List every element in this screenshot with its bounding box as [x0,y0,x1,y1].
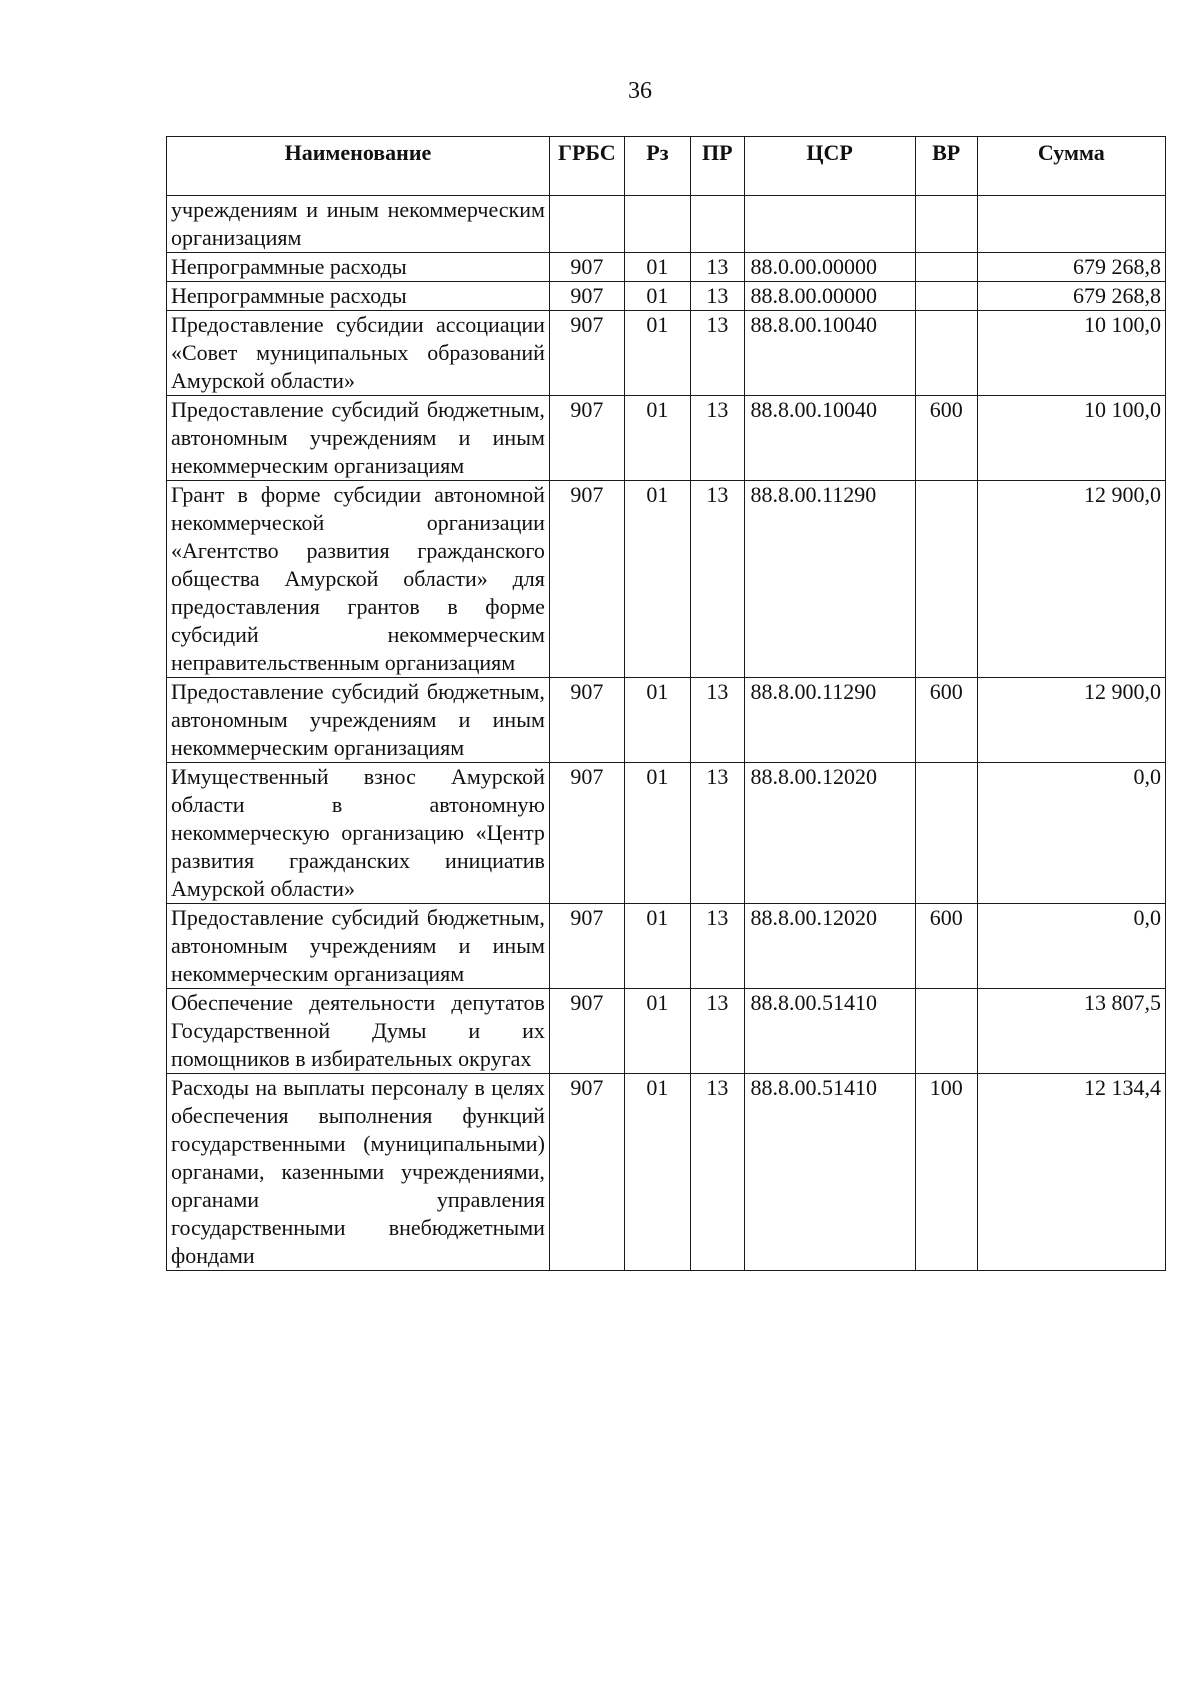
cell-csr: 88.8.00.11290 [744,678,915,763]
cell-csr: 88.8.00.11290 [744,481,915,678]
header-csr: ЦСР [744,137,915,196]
table-row [167,253,1166,282]
cell-name: Обеспечение деятельности депутатов Государственной Думы и их помощников в избирательных округах [167,989,550,1074]
cell-rz: 01 [624,481,690,678]
cell-csr: 88.8.00.12020 [744,763,915,904]
cell-grbs: 907 [549,904,624,989]
cell-name: учреждениям и иным некоммерческим организациям [167,196,550,253]
cell-grbs: 907 [549,253,624,282]
cell-csr: 88.8.00.51410 [744,989,915,1074]
cell-vr [915,253,977,282]
cell-vr: 100 [915,1074,977,1271]
header-sum: Сумма [977,137,1165,196]
cell-csr [744,196,915,253]
table-body [167,196,1166,1271]
header-rz: Рз [624,137,690,196]
table-row [167,763,1166,904]
cell-pr: 13 [691,1074,744,1271]
cell-pr [691,196,744,253]
cell-pr: 13 [691,282,744,311]
cell-pr: 13 [691,989,744,1074]
cell-name: Предоставление субсидий бюджетным, автономным учреждениям и иным некоммерческим организациям [167,678,550,763]
table-row [167,311,1166,396]
table-header-row [167,137,1166,196]
cell-sum: 0,0 [977,763,1165,904]
table-row [167,678,1166,763]
cell-rz: 01 [624,396,690,481]
table-row [167,396,1166,481]
cell-name: Непрограммные расходы [167,253,550,282]
cell-vr [915,282,977,311]
cell-sum: 12 134,4 [977,1074,1165,1271]
cell-name: Предоставление субсидий бюджетным, автономным учреждениям и иным некоммерческим организациям [167,396,550,481]
cell-sum: 679 268,8 [977,282,1165,311]
cell-grbs: 907 [549,989,624,1074]
cell-name: Непрограммные расходы [167,282,550,311]
cell-grbs [549,196,624,253]
cell-sum: 679 268,8 [977,253,1165,282]
header-pr: ПР [691,137,744,196]
cell-grbs: 907 [549,311,624,396]
cell-sum: 10 100,0 [977,396,1165,481]
table-row [167,989,1166,1074]
cell-vr [915,196,977,253]
cell-pr: 13 [691,678,744,763]
cell-pr: 13 [691,481,744,678]
cell-pr: 13 [691,763,744,904]
cell-name: Имущественный взнос Амурской области в автономную некоммерческую организацию «Центр развития гражданских инициатив Амурской области» [167,763,550,904]
cell-sum: 12 900,0 [977,678,1165,763]
cell-csr: 88.0.00.00000 [744,253,915,282]
cell-grbs: 907 [549,481,624,678]
cell-rz: 01 [624,311,690,396]
table-row [167,904,1166,989]
cell-vr [915,989,977,1074]
page-number: 36 [628,78,652,104]
header-name: Наименование [167,137,550,196]
cell-csr: 88.8.00.10040 [744,311,915,396]
cell-vr: 600 [915,904,977,989]
cell-sum: 0,0 [977,904,1165,989]
cell-grbs: 907 [549,763,624,904]
cell-csr: 88.8.00.51410 [744,1074,915,1271]
cell-rz: 01 [624,282,690,311]
header-grbs: ГРБС [549,137,624,196]
cell-sum: 10 100,0 [977,311,1165,396]
cell-csr: 88.8.00.10040 [744,396,915,481]
cell-rz: 01 [624,1074,690,1271]
budget-table [166,136,1166,1271]
cell-rz: 01 [624,678,690,763]
cell-name: Предоставление субсидии ассоциации «Совет муниципальных образований Амурской области» [167,311,550,396]
cell-name: Расходы на выплаты персоналу в целях обеспечения выполнения функций государственными (муниципальными) органами, казенными учреждениями, органами управления государственными внебюджетными фондами [167,1074,550,1271]
cell-vr [915,311,977,396]
table-row [167,481,1166,678]
cell-grbs: 907 [549,1074,624,1271]
cell-pr: 13 [691,904,744,989]
cell-sum: 13 807,5 [977,989,1165,1074]
cell-rz: 01 [624,763,690,904]
table-row [167,196,1166,253]
cell-grbs: 907 [549,282,624,311]
cell-rz [624,196,690,253]
cell-pr: 13 [691,396,744,481]
cell-grbs: 907 [549,396,624,481]
cell-csr: 88.8.00.12020 [744,904,915,989]
table-row [167,282,1166,311]
cell-vr: 600 [915,396,977,481]
table-row [167,1074,1166,1271]
cell-sum: 12 900,0 [977,481,1165,678]
cell-name: Грант в форме субсидии автономной некоммерческой организации «Агентство развития гражданского общества Амурской области» для предоставления грантов в форме субсидий некоммерческим неправительственным организациям [167,481,550,678]
cell-rz: 01 [624,904,690,989]
cell-vr [915,481,977,678]
cell-pr: 13 [691,311,744,396]
cell-rz: 01 [624,989,690,1074]
cell-csr: 88.8.00.00000 [744,282,915,311]
cell-grbs: 907 [549,678,624,763]
cell-name: Предоставление субсидий бюджетным, автономным учреждениям и иным некоммерческим организациям [167,904,550,989]
header-vr: ВР [915,137,977,196]
cell-vr: 600 [915,678,977,763]
cell-pr: 13 [691,253,744,282]
cell-sum [977,196,1165,253]
cell-rz: 01 [624,253,690,282]
cell-vr [915,763,977,904]
